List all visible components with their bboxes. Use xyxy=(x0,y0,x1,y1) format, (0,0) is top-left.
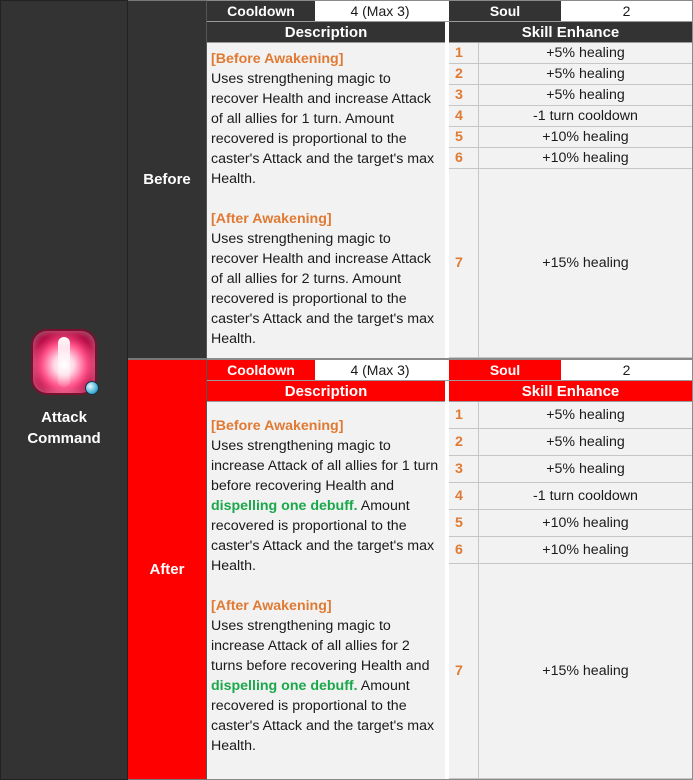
cooldown-label: Cooldown xyxy=(207,1,315,21)
enhance-effect: +10% healing xyxy=(479,510,692,536)
soul-label: Soul xyxy=(449,360,561,380)
soul-value: 2 xyxy=(561,1,692,21)
after-label: After xyxy=(128,359,206,780)
attack-command-icon xyxy=(33,331,95,393)
before-section xyxy=(206,0,693,359)
before-awakening-title: [Before Awakening] xyxy=(211,418,344,434)
enhance-level: 6 xyxy=(449,148,479,168)
after-awakening-text-end: Amount recovered is proportional to the caster's Attack and the target's max Health. xyxy=(211,678,435,754)
enhance-level: 2 xyxy=(449,64,479,84)
enhance-effect: +5% healing xyxy=(479,429,692,455)
dispel-highlight: dispelling one debuff. xyxy=(211,498,358,514)
cooldown-value: 4 (Max 3) xyxy=(315,1,449,21)
enhance-level: 3 xyxy=(449,456,479,482)
enhance-effect: +10% healing xyxy=(479,537,692,563)
enhance-level: 7 xyxy=(449,564,479,778)
soul-gem-icon xyxy=(85,381,99,395)
before-description-column xyxy=(207,22,449,358)
enhance-effect: +5% healing xyxy=(479,402,692,428)
after-description-text xyxy=(207,402,445,779)
enhance-effect: +10% healing xyxy=(479,148,692,168)
soul-value: 2 xyxy=(561,360,692,380)
enhance-level: 3 xyxy=(449,85,479,105)
after-stat-row xyxy=(207,360,692,381)
enhance-row xyxy=(449,564,692,779)
enhance-effect: +15% healing xyxy=(479,169,692,357)
description-header: Description xyxy=(207,22,445,43)
enhance-effect: -1 turn cooldown xyxy=(479,106,692,126)
enhance-row xyxy=(449,537,692,564)
description-header: Description xyxy=(207,381,445,402)
before-awakening-text-end: Amount recovered is proportional to the caster's Attack and the target's max Health. xyxy=(211,498,435,574)
enhance-row xyxy=(449,106,692,127)
skill-enhance-header: Skill Enhance xyxy=(449,381,692,402)
enhance-level: 7 xyxy=(449,169,479,357)
enhance-effect: +10% healing xyxy=(479,127,692,147)
enhance-row xyxy=(449,85,692,106)
enhance-row xyxy=(449,429,692,456)
after-section xyxy=(206,359,693,780)
before-body xyxy=(207,22,692,358)
after-enhance-column xyxy=(449,381,692,779)
enhance-level: 1 xyxy=(449,43,479,63)
after-awakening-text: Uses strengthening magic to recover Health and increase Attack of all allies for 2 turns. Amount recovered is proportional to the caster's Attack and the target's max Health. xyxy=(211,231,435,347)
enhance-level: 4 xyxy=(449,106,479,126)
enhance-row xyxy=(449,169,692,358)
skill-enhance-header: Skill Enhance xyxy=(449,22,692,43)
enhance-level: 5 xyxy=(449,127,479,147)
after-awakening-title: [After Awakening] xyxy=(211,211,332,227)
before-label: Before xyxy=(128,0,206,359)
before-awakening-text: Uses strengthening magic to increase Attack of all allies for 1 turn before recovering Health and xyxy=(211,438,439,494)
after-body xyxy=(207,381,692,779)
enhance-row xyxy=(449,64,692,85)
enhance-row xyxy=(449,402,692,429)
skill-name: Attack Command xyxy=(27,409,101,447)
cooldown-value: 4 (Max 3) xyxy=(315,360,449,380)
enhance-effect: +15% healing xyxy=(479,564,692,778)
cooldown-label: Cooldown xyxy=(207,360,315,380)
enhance-level: 2 xyxy=(449,429,479,455)
enhance-effect: +5% healing xyxy=(479,64,692,84)
enhance-row xyxy=(449,43,692,64)
enhance-level: 4 xyxy=(449,483,479,509)
enhance-effect: -1 turn cooldown xyxy=(479,483,692,509)
enhance-level: 6 xyxy=(449,537,479,563)
enhance-level: 5 xyxy=(449,510,479,536)
enhance-row xyxy=(449,127,692,148)
before-stat-row xyxy=(207,1,692,22)
enhance-effect: +5% healing xyxy=(479,456,692,482)
before-awakening-text: Uses strengthening magic to recover Health and increase Attack of all allies for 1 turn. Amount recovered is proportional to the caster's Attack and the target's max Health. xyxy=(211,71,435,187)
enhance-row xyxy=(449,148,692,169)
enhance-level: 1 xyxy=(449,402,479,428)
before-description-text xyxy=(207,43,445,358)
dispel-highlight: dispelling one debuff. xyxy=(211,678,358,694)
after-awakening-title: [After Awakening] xyxy=(211,598,332,614)
skill-identity-cell xyxy=(0,0,128,780)
before-awakening-title: [Before Awakening] xyxy=(211,51,344,67)
before-enhance-column xyxy=(449,22,692,358)
after-description-column xyxy=(207,381,449,779)
enhance-effect: +5% healing xyxy=(479,85,692,105)
enhance-row xyxy=(449,510,692,537)
enhance-row xyxy=(449,483,692,510)
soul-label: Soul xyxy=(449,1,561,21)
after-awakening-text: Uses strengthening magic to increase Attack of all allies for 2 turns before recovering Health and xyxy=(211,618,430,674)
enhance-row xyxy=(449,456,692,483)
enhance-effect: +5% healing xyxy=(479,43,692,63)
